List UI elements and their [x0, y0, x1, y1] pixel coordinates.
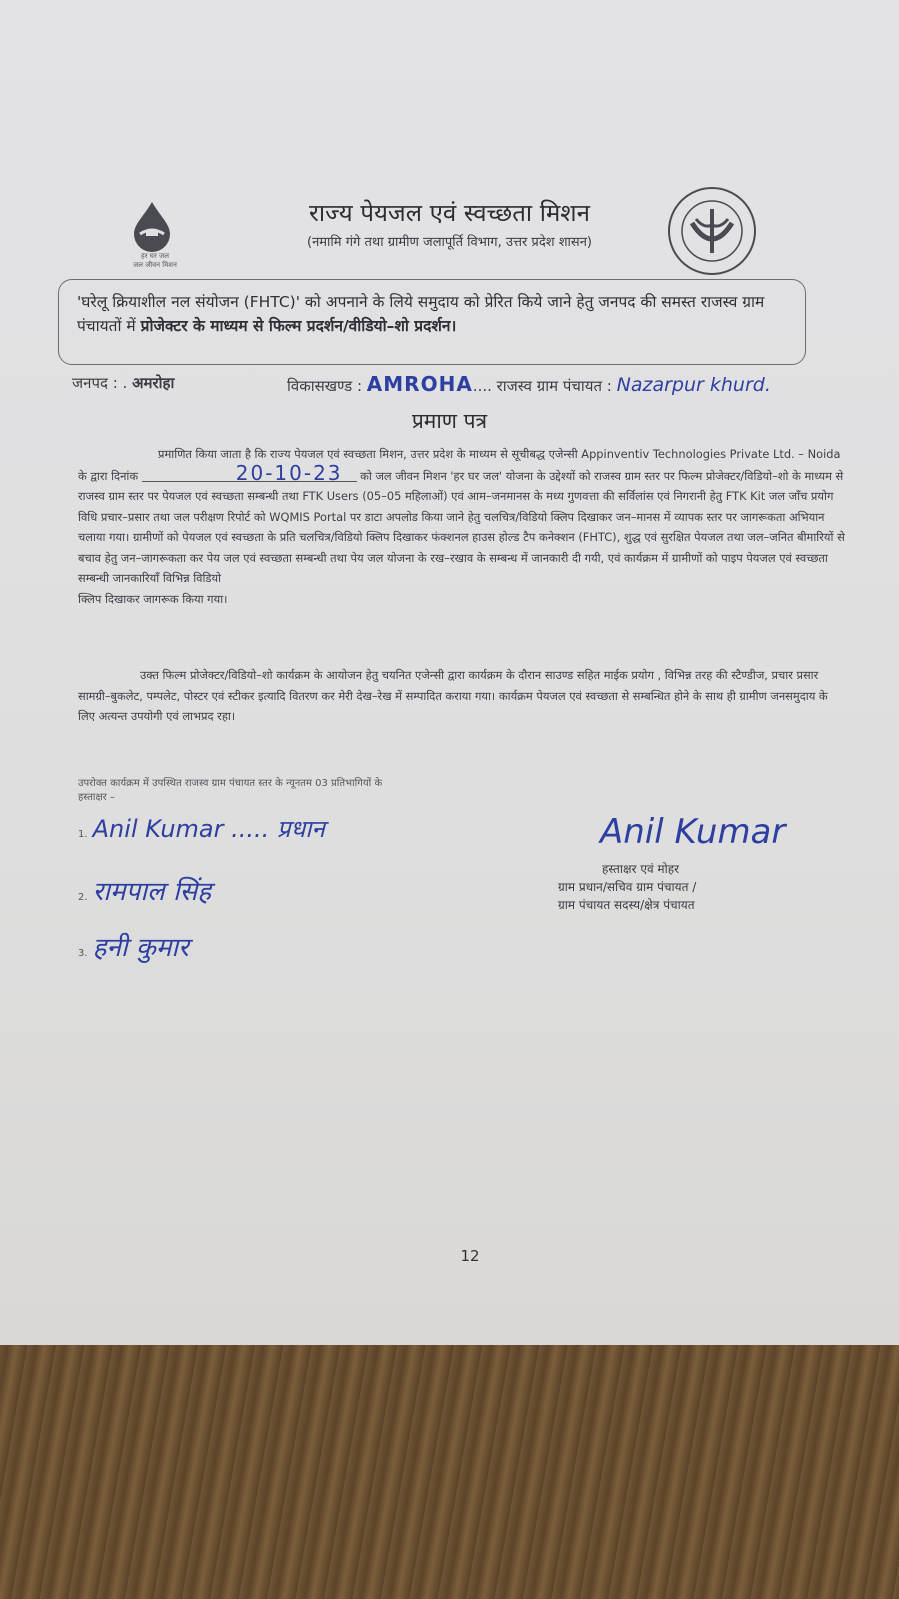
- certificate-title: प्रमाण पत्र: [411, 409, 488, 433]
- subject-plain: 'घरेलू क्रियाशील नल संयोजन (FHTC)' को अपनाने के लिये समुदाय को प्रेरित किये जाने हेतु जनपद की समस्त राजस्व ग्राम पंचायतों में: [77, 293, 765, 335]
- subject-box: [58, 279, 806, 365]
- block-field: [287, 372, 771, 396]
- up-emblem-icon: [666, 185, 758, 277]
- org-title: राज्य पेयजल एवं स्वच्छता मिशन: [309, 199, 590, 227]
- subject-text: [77, 290, 789, 338]
- participant-3-number: 3.: [78, 948, 88, 959]
- district-field: [72, 373, 174, 393]
- block-dots: ....: [472, 377, 492, 395]
- logo-caption: हर घर जल जल जीवन मिशन: [133, 252, 177, 269]
- date-handwritten: 20-10-23: [142, 465, 357, 482]
- signatory-block: [558, 860, 818, 914]
- participant-1: [78, 812, 498, 845]
- participants-intro-text: उपरोक्त कार्यक्रम में उपस्थित राजस्व ग्राम पंचायत स्तर के न्यूनतम 03 प्रतिभागियों के: [78, 778, 383, 789]
- p1-after-date: को जल जीवन मिशन 'हर घर जल' योजना के उद्देश्यों को राजस्व ग्राम स्तर पर फिल्म प्रोजेक्टर/विडियो–शो के माध्यम से राजस्व ग्राम स्तर पर पेयजल एवं स्वच्छता सम्बन्धी तथा FTK Users (05–05 महिलाओं) एवं आम–जनमानस के मध्य गुणवत्ता की सर्विलांस एवं निगरानी हेतु FTK Kit जल जाँच प्रयोग विधि प्रचार–प्रसार तथा जल परीक्षण रिपोर्ट को WQMIS Portal पर डाटा अपलोड किया जाने हेतु चलचित्र/विडियो क्लिप दिखाकर जन–मानस में व्यापक स्तर पर जागरूकता अभियान चलाया गया। ग्रामीणों को पेयजल एवं स्वच्छता के प्रति चलचित्र/विडियो क्लिप दिखाकर फंक्शनल हाउस होल्ड टैप कनेक्शन (FHTC), शुद्ध एवं सुरक्षित पेयजल तथा जल–जनित बीमारियों से बचाव हेतु जन–जागरूकता कर पेय जल एवं स्वच्छता सम्बन्धी तथा पेय जल योजना के रख–रखाव के सम्बन्ध में जानकारी दी गयी, एवं कार्यक्रम में ग्रामीणों को पाइप पेयजल एवं स्वच्छता सम्बन्धी जानकारियाँ विभिन्न विडियो: [78, 468, 845, 585]
- panchayat-label: राजस्व ग्राम पंचायत :: [496, 377, 612, 395]
- participant-1-signature: Anil Kumar ..... प्रधान: [92, 815, 325, 843]
- block-label: विकासखण्ड :: [287, 377, 363, 395]
- participant-3-signature: हनी कुमार: [92, 933, 189, 963]
- participant-3: [78, 928, 498, 964]
- subject-bold: प्रोजेक्टर के माध्यम से फिल्म प्रदर्शन/वीडियो–शो प्रदर्शन।: [140, 317, 457, 335]
- participants-intro: [78, 777, 538, 805]
- signatory-title-2: ग्राम पंचायत सदस्य/क्षेत्र पंचायत: [558, 898, 695, 912]
- participants-label: हस्ताक्षर –: [78, 792, 115, 803]
- p1-before-date: प्रमाणित किया जाता है कि राज्य पेयजल एवं स्वच्छता मिशन, उत्तर प्रदेश के माध्यम से सूचीबद्ध एजेन्सी Appinventiv Technologies Private Ltd. – Noida के द्वारा दिनांक: [78, 447, 841, 483]
- participant-2-signature: रामपाल सिंह: [92, 877, 212, 907]
- signatory-label: हस्ताक्षर एवं मोहर: [602, 862, 680, 876]
- block-value: AMROHA: [366, 372, 473, 396]
- district-label: जनपद : .: [72, 374, 128, 392]
- paragraph-2: उक्त फिल्म प्रोजेक्टर/विडियो–शो कार्यक्रम के आयोजन हेतु चयनित एजेन्सी द्वारा कार्यक्रम के दौरान साउण्ड सहित माईक प्रयोग , विभिन्न तरह की स्टैण्डीज, प्रचार प्रसार सामग्री–बुकलेट, पम्पलेट, पोस्टर एवं स्टीकर इत्यादि वितरण कर मेरी देख–रेख में सम्पादित कराया गया। कार्यक्रम पेयजल एवं स्वच्छता से सम्बन्धित होने के साथ ही ग्रामीण जनसमुदाय के लिए अत्यन्त उपयोगी एवं लाभप्रद रहा।: [78, 668, 828, 723]
- page-number: 12: [460, 1247, 480, 1265]
- wooden-surface: [0, 1340, 899, 1599]
- org-subtitle: (नमामि गंगे तथा ग्रामीण जलापूर्ति विभाग, उत्तर प्रदेश शासन): [307, 235, 592, 250]
- participant-2: [78, 872, 498, 908]
- participant-2-number: 2.: [78, 892, 88, 903]
- participant-1-number: 1.: [78, 829, 88, 840]
- panchayat-value: Nazarpur khurd.: [616, 374, 771, 396]
- p1-end: क्लिप दिखाकर जागरूक किया गया।: [78, 591, 228, 606]
- signatory-title-1: ग्राम प्रधान/सचिव ग्राम पंचायत /: [558, 880, 697, 894]
- district-value: अमरोहा: [132, 374, 175, 392]
- paragraph-1: [78, 444, 848, 609]
- signatory-signature: Anil Kumar: [600, 812, 786, 852]
- uttar-pradesh-seal: [666, 185, 758, 277]
